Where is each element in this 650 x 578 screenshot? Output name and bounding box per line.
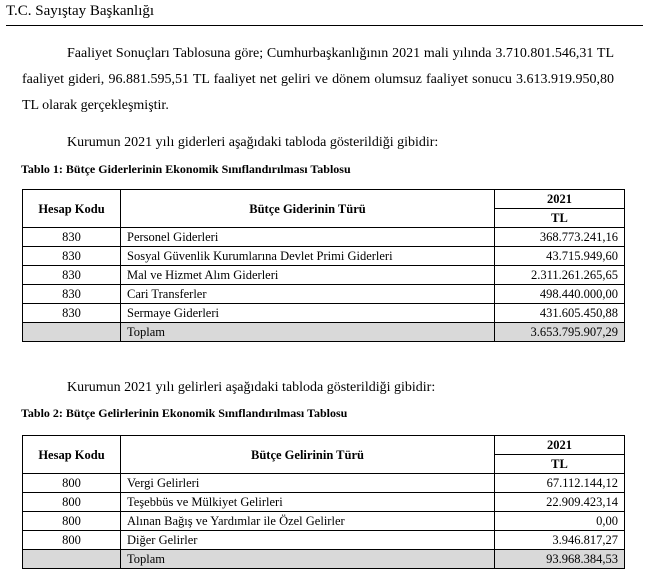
account-code-cell: 800 xyxy=(23,512,121,531)
table-row xyxy=(23,512,625,531)
account-code-cell: 800 xyxy=(23,474,121,493)
amount-cell: 22.909.423,14 xyxy=(495,493,625,512)
total-row xyxy=(23,323,625,342)
revenues-table-body xyxy=(23,474,625,569)
table-row xyxy=(23,531,625,550)
type-cell: Vergi Gelirleri xyxy=(121,474,495,493)
table-row xyxy=(23,285,625,304)
amount-cell: 368.773.241,16 xyxy=(495,228,625,247)
amount-cell: 431.605.450,88 xyxy=(495,304,625,323)
table-row xyxy=(23,247,625,266)
table-row xyxy=(23,266,625,285)
account-code-cell: 800 xyxy=(23,493,121,512)
header-currency: TL xyxy=(495,209,625,228)
type-cell: Sermaye Giderleri xyxy=(121,304,495,323)
total-amount: 3.653.795.907,29 xyxy=(495,323,625,342)
type-cell: Teşebbüs ve Mülkiyet Gelirleri xyxy=(121,493,495,512)
table-row xyxy=(23,493,625,512)
summary-paragraph xyxy=(22,41,614,119)
type-cell: Personel Giderleri xyxy=(121,228,495,247)
type-cell: Mal ve Hizmet Alım Giderleri xyxy=(121,266,495,285)
amount-cell: 498.440.000,00 xyxy=(495,285,625,304)
total-empty-cell xyxy=(23,550,121,569)
amount-cell: 43.715.949,60 xyxy=(495,247,625,266)
table-row xyxy=(23,228,625,247)
account-code-cell: 830 xyxy=(23,228,121,247)
expenses-intro: Kurumun 2021 yılı giderleri aşağıdaki tabloda gösterildiği gibidir: xyxy=(67,135,439,150)
total-amount: 93.968.384,53 xyxy=(495,550,625,569)
type-cell: Diğer Gelirler xyxy=(121,531,495,550)
revenues-table xyxy=(22,435,625,569)
summary-text: Faaliyet Sonuçları Tablosuna göre; Cumhurbaşkanlığının 2021 mali yılında 3.710.801.546,31 TL faaliyet gideri, 96.881.595,51 TL faaliyet net geliri ve dönem olumsuz faaliyet sonucu 3.613.919.950,80 TL olarak gerçekleşmiştir. xyxy=(22,46,614,113)
amount-cell: 3.946.817,27 xyxy=(495,531,625,550)
account-code-cell: 830 xyxy=(23,285,121,304)
account-code-cell: 830 xyxy=(23,247,121,266)
header-expense-type: Bütçe Giderinin Türü xyxy=(121,190,495,228)
type-cell: Alınan Bağış ve Yardımlar ile Özel Gelirler xyxy=(121,512,495,531)
header-account-code: Hesap Kodu xyxy=(23,436,121,474)
type-cell: Sosyal Güvenlik Kurumlarına Devlet Primi Giderleri xyxy=(121,247,495,266)
expenses-table-body xyxy=(23,228,625,342)
table-row xyxy=(23,474,625,493)
header-account-code: Hesap Kodu xyxy=(23,190,121,228)
account-code-cell: 800 xyxy=(23,531,121,550)
amount-cell: 0,00 xyxy=(495,512,625,531)
header-divider xyxy=(6,25,643,26)
total-row xyxy=(23,550,625,569)
table-row xyxy=(23,304,625,323)
account-code-cell: 830 xyxy=(23,266,121,285)
expenses-table xyxy=(22,189,625,342)
header-year: 2021 xyxy=(495,436,625,455)
header-revenue-type: Bütçe Gelirinin Türü xyxy=(121,436,495,474)
expenses-table-caption: Tablo 1: Bütçe Giderlerinin Ekonomik Sınıflandırılması Tablosu xyxy=(21,162,351,176)
total-label: Toplam xyxy=(121,323,495,342)
revenues-intro: Kurumun 2021 yılı gelirleri aşağıdaki tabloda gösterildiği gibidir: xyxy=(67,380,436,395)
amount-cell: 2.311.261.265,65 xyxy=(495,266,625,285)
total-label: Toplam xyxy=(121,550,495,569)
revenues-table-caption: Tablo 2: Bütçe Gelirlerinin Ekonomik Sınıflandırılması Tablosu xyxy=(21,406,348,420)
account-code-cell: 830 xyxy=(23,304,121,323)
amount-cell: 67.112.144,12 xyxy=(495,474,625,493)
header-year: 2021 xyxy=(495,190,625,209)
total-empty-cell xyxy=(23,323,121,342)
document-header: T.C. Sayıştay Başkanlığı xyxy=(6,3,155,19)
type-cell: Cari Transferler xyxy=(121,285,495,304)
header-currency: TL xyxy=(495,455,625,474)
